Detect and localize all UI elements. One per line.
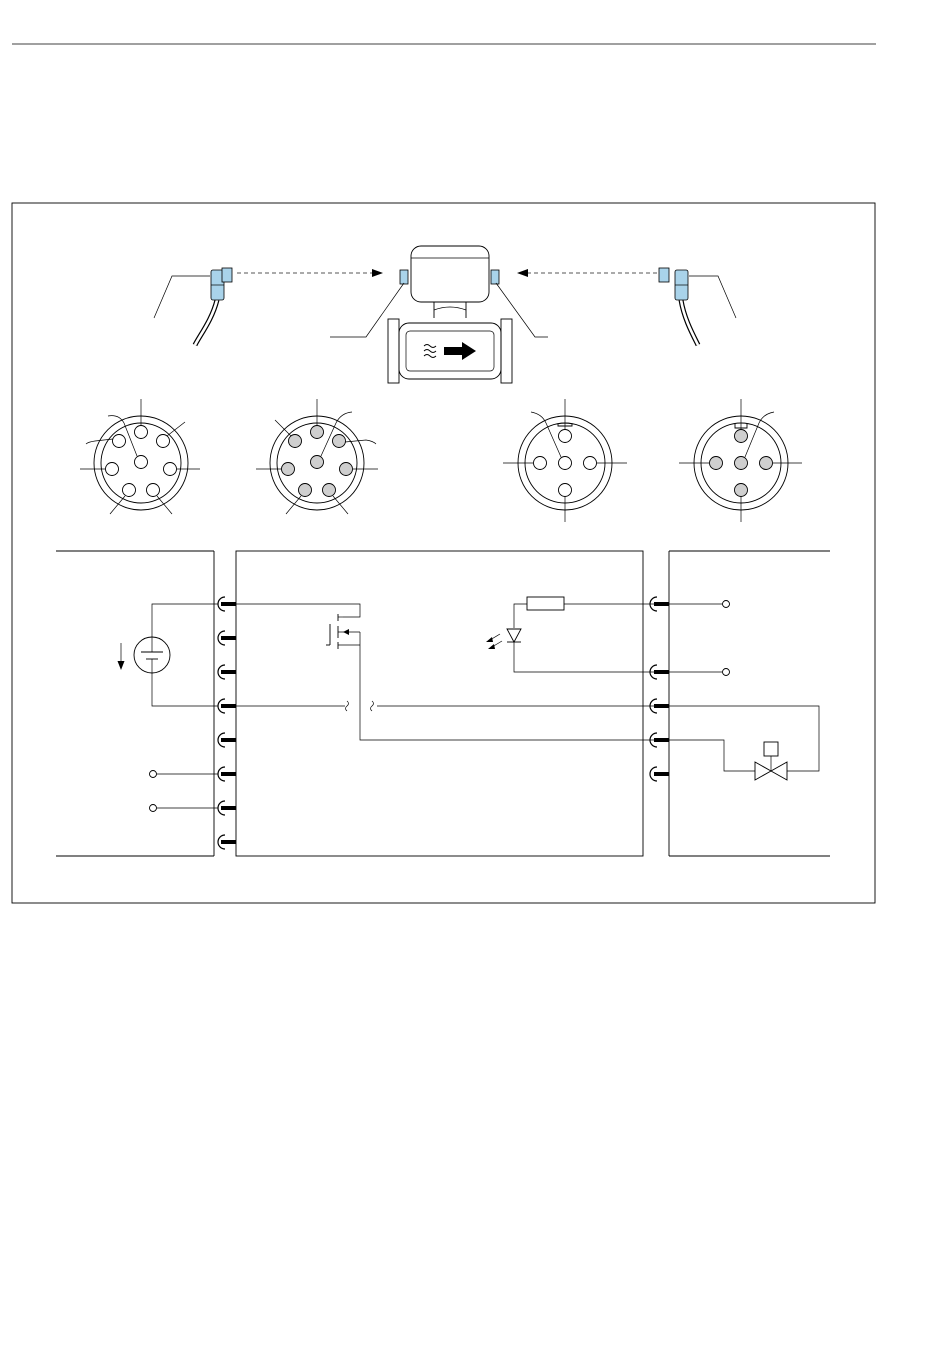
flow-arrow-icon [444, 342, 476, 360]
panel-left [56, 551, 214, 856]
leader-right-cable-connector [689, 276, 736, 318]
leader-left-cable-connector [154, 276, 210, 318]
panel-device [236, 551, 643, 856]
flowmeter [388, 246, 512, 383]
cable-connector-left [195, 268, 232, 345]
led-icon [486, 629, 654, 672]
terminal-strip-right [650, 597, 669, 781]
common-wire [236, 701, 654, 711]
mating-arrow-right [517, 269, 658, 277]
voltage-arrow-icon [118, 643, 125, 670]
pinout-5pin-female [503, 399, 627, 522]
cable-connector-right [659, 268, 698, 345]
resistor-icon [514, 597, 654, 628]
pinout-8pin-female [80, 399, 200, 514]
leader-right-device-connector [496, 283, 548, 337]
leader-left-device-connector [330, 283, 404, 337]
left-panel-open-contacts [150, 771, 219, 812]
device-connector-left [400, 270, 408, 284]
pinout-8pin-male [256, 399, 378, 514]
dc-source-icon [134, 604, 218, 706]
device-connector-right [491, 270, 499, 284]
terminal-strip-left [218, 597, 236, 849]
figure-frame [12, 203, 875, 903]
mating-arrow-left [237, 269, 383, 277]
flow-waves-icon [424, 345, 436, 358]
panel-right [669, 551, 830, 856]
valve-icon [669, 706, 819, 780]
pinout-5pin-male [679, 399, 802, 522]
right-panel-open-contacts [669, 601, 730, 676]
